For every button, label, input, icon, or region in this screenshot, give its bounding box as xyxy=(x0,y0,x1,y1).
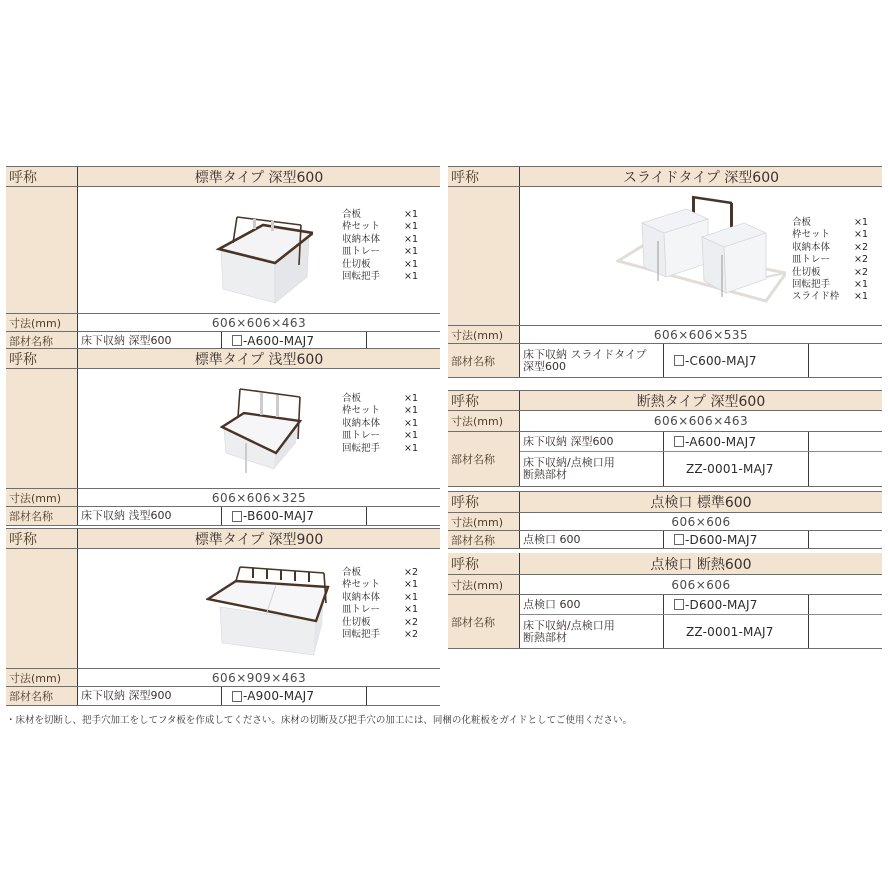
table-insp-insul600 xyxy=(448,553,882,651)
product-image-slide-deep600 xyxy=(616,193,786,313)
parts-subrow xyxy=(78,507,440,525)
label-name: 呼称 xyxy=(448,167,520,186)
row-parts xyxy=(448,595,882,649)
contents-item: 仕切板 ×2 xyxy=(342,616,419,628)
label-dims: 寸法(mm) xyxy=(448,411,520,431)
row-name xyxy=(448,553,882,575)
product-title: 標準タイプ 深型900 xyxy=(194,531,324,548)
parts-subrow xyxy=(520,595,882,615)
table-slide-deep600 xyxy=(448,166,882,381)
product-title: 標準タイプ 深型600 xyxy=(194,169,324,186)
table-std-deep600 xyxy=(6,166,440,346)
row-image xyxy=(6,187,440,314)
contents-item: 合板 ×1 xyxy=(342,209,419,220)
row-name xyxy=(6,348,440,369)
checkbox-icon[interactable] xyxy=(232,511,242,522)
dims-value: 606×606×325 xyxy=(211,490,307,505)
part-code: -A900-MAJ7 xyxy=(222,687,367,705)
label-dims: 寸法(mm) xyxy=(6,669,78,686)
row-dims xyxy=(448,575,882,595)
dims-value: 606×909×463 xyxy=(211,670,307,685)
part-name: 床下収納 スライドタイプ 深型600 xyxy=(520,344,664,377)
label-name: 呼称 xyxy=(6,167,78,186)
contents-item: 合板 ×1 xyxy=(792,217,869,228)
part-code: -C600-MAJ7 xyxy=(664,344,809,377)
product-image-std-deep600 xyxy=(213,205,313,305)
contents-item: 皿トレー ×2 xyxy=(792,254,869,266)
part-code: -A600-MAJ7 xyxy=(222,332,367,349)
contents-item: 合板 ×1 xyxy=(342,393,419,404)
contents-list xyxy=(342,393,424,455)
contents-item: 収納本体 ×1 xyxy=(342,417,419,429)
contents-item: 収納本体 ×2 xyxy=(792,241,869,253)
part-code: -B600-MAJ7 xyxy=(222,507,367,525)
row-dims xyxy=(448,513,882,531)
checkbox-icon[interactable] xyxy=(232,335,242,346)
label-parts: 部材名称 xyxy=(448,531,520,548)
part-code: ZZ-0001-MAJ7 xyxy=(664,615,809,648)
contents-item: 枠セット ×1 xyxy=(342,579,419,591)
contents-list xyxy=(792,217,874,304)
label-parts: 部材名称 xyxy=(448,595,520,648)
label-parts: 部材名称 xyxy=(448,432,520,486)
table-std-deep900 xyxy=(6,528,440,710)
contents-item: 枠セット ×1 xyxy=(792,229,869,241)
contents-list xyxy=(342,567,424,641)
product-image-std-shallow600 xyxy=(216,387,306,473)
contents-item: 収納本体 ×1 xyxy=(342,233,419,245)
part-code: ZZ-0001-MAJ7 xyxy=(664,452,809,486)
part-name: 点検口 600 xyxy=(520,595,664,614)
row-name xyxy=(6,166,440,187)
contents-item: 皿トレー ×1 xyxy=(342,430,419,442)
product-image-std-deep900 xyxy=(206,563,330,657)
part-name: 床下収納/点検口用 断熱部材 xyxy=(520,615,664,648)
contents-item: 回転把手 ×1 xyxy=(342,271,419,283)
checkbox-icon[interactable] xyxy=(232,691,242,702)
part-name: 床下収納 深型600 xyxy=(78,332,222,349)
row-image xyxy=(6,369,440,489)
label-name: 呼称 xyxy=(448,492,520,512)
checkbox-icon[interactable] xyxy=(674,355,684,366)
label-dims: 寸法(mm) xyxy=(6,314,78,331)
row-name xyxy=(448,491,882,513)
row-name xyxy=(448,390,882,411)
row-name xyxy=(448,166,882,187)
part-name: 床下収納 深型900 xyxy=(78,687,222,705)
contents-item: 合板 ×2 xyxy=(342,567,419,578)
checkbox-icon[interactable] xyxy=(674,599,684,610)
footnote: ・床材を切断し、把手穴加工をしてフタ板を作成してください。床材の切断及び把手穴の加工には、同梱の化粧板をガイドとしてご使用ください。 xyxy=(6,715,633,726)
table-std-shallow600 xyxy=(6,348,440,528)
parts-subrow xyxy=(78,687,440,705)
label-name: 呼称 xyxy=(448,553,520,574)
row-name xyxy=(6,528,440,549)
label-parts: 部材名称 xyxy=(6,687,78,705)
table-insp-std600 xyxy=(448,491,882,553)
row-parts xyxy=(448,432,882,487)
contents-item: スライド枠 ×1 xyxy=(792,291,869,303)
contents-item: 回転把手 ×2 xyxy=(342,629,419,641)
checkbox-icon[interactable] xyxy=(674,534,684,545)
product-title: 点検口 断熱600 xyxy=(650,556,752,573)
parts-subrow xyxy=(520,432,882,452)
parts-subrow xyxy=(520,344,882,377)
part-name: 床下収納 深型600 xyxy=(520,432,664,451)
row-dims xyxy=(6,489,440,507)
contents-item: 回転把手 ×1 xyxy=(342,442,419,454)
part-name: 床下収納 浅型600 xyxy=(78,507,222,525)
label-parts: 部材名称 xyxy=(6,332,78,349)
label-parts: 部材名称 xyxy=(448,344,520,377)
part-code: -D600-MAJ7 xyxy=(664,531,809,548)
row-parts xyxy=(448,344,882,378)
contents-item: 仕切板 ×2 xyxy=(792,266,869,278)
label-name: 呼称 xyxy=(448,391,520,410)
dims-value: 606×606×535 xyxy=(653,327,749,342)
part-name: 床下収納/点検口用 断熱部材 xyxy=(520,452,664,486)
contents-item: 収納本体 ×1 xyxy=(342,591,419,603)
parts-subrow xyxy=(520,452,882,486)
label-parts: 部材名称 xyxy=(6,507,78,525)
part-code: -A600-MAJ7 xyxy=(664,432,809,451)
dims-value: 606×606 xyxy=(671,514,731,529)
dims-value: 606×606 xyxy=(671,577,731,592)
label-dims: 寸法(mm) xyxy=(6,489,78,506)
dims-value: 606×606×463 xyxy=(211,315,307,330)
row-image xyxy=(6,549,440,669)
label-name: 呼称 xyxy=(6,529,78,548)
product-title: スライドタイプ 深型600 xyxy=(622,169,780,186)
product-title: 標準タイプ 浅型600 xyxy=(194,351,324,368)
contents-item: 枠セット ×1 xyxy=(342,405,419,417)
label-dims: 寸法(mm) xyxy=(448,326,520,343)
part-name: 点検口 600 xyxy=(520,531,664,548)
row-image xyxy=(448,187,882,326)
parts-subrow xyxy=(520,615,882,648)
row-dims xyxy=(6,314,440,332)
label-dims: 寸法(mm) xyxy=(448,513,520,530)
product-title: 点検口 標準600 xyxy=(650,495,752,511)
checkbox-icon[interactable] xyxy=(674,436,684,447)
part-code: -D600-MAJ7 xyxy=(664,595,809,614)
parts-subrow xyxy=(520,531,882,548)
parts-subrow xyxy=(78,332,440,349)
row-parts xyxy=(448,531,882,549)
label-dims: 寸法(mm) xyxy=(448,575,520,594)
contents-item: 仕切板 ×1 xyxy=(342,258,419,270)
table-insul-deep600 xyxy=(448,390,882,490)
row-dims xyxy=(448,411,882,432)
dims-value: 606×606×463 xyxy=(653,414,749,428)
row-parts xyxy=(6,687,440,706)
row-parts xyxy=(6,507,440,526)
contents-item: 皿トレー ×1 xyxy=(342,246,419,258)
row-dims xyxy=(448,326,882,344)
row-dims xyxy=(6,669,440,687)
contents-list xyxy=(342,209,424,283)
label-name: 呼称 xyxy=(6,349,78,368)
contents-item: 回転把手 ×1 xyxy=(792,279,869,291)
product-title: 断熱タイプ 深型600 xyxy=(636,393,766,410)
contents-item: 枠セット ×1 xyxy=(342,221,419,233)
contents-item: 皿トレー ×1 xyxy=(342,604,419,616)
